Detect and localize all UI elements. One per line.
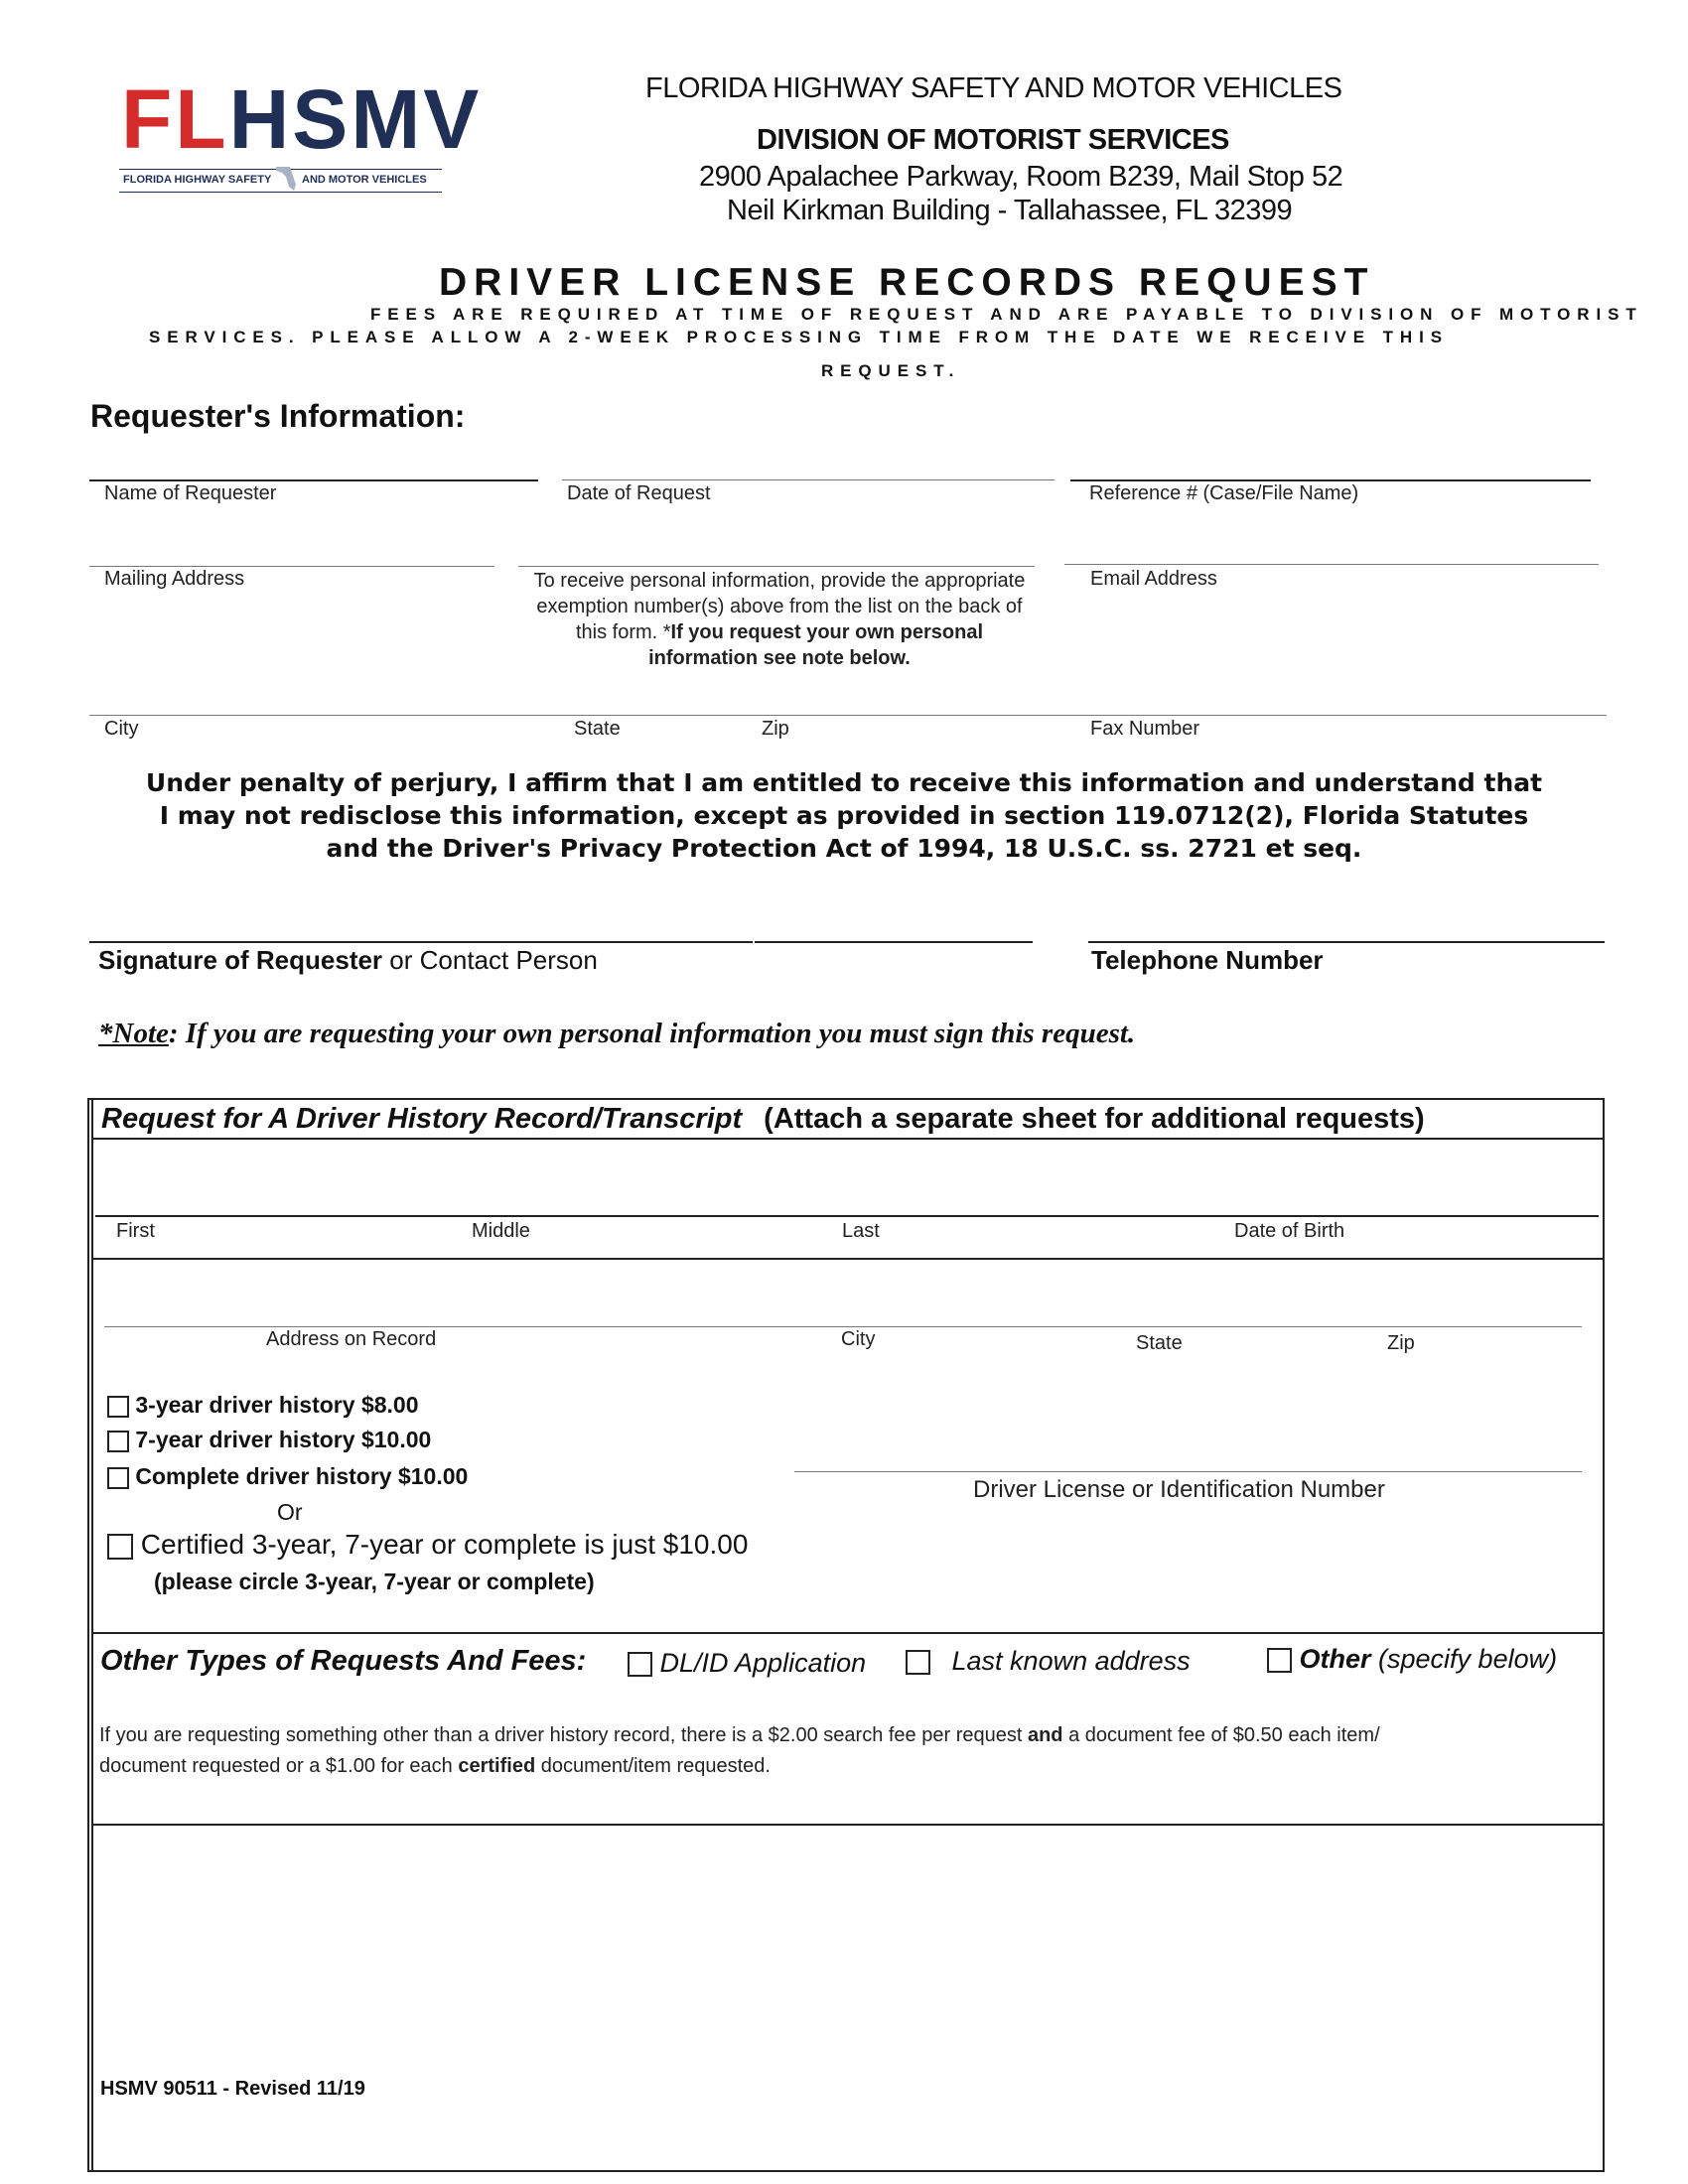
name-field-line[interactable]	[89, 479, 538, 481]
option-complete-label: Complete driver history $10.00	[135, 1463, 469, 1489]
fee-text-d: document/item requested.	[535, 1755, 771, 1777]
checkbox-other[interactable]	[1267, 1648, 1292, 1673]
exemption-field-line[interactable]	[518, 566, 1035, 567]
perjury-statement	[0, 766, 1688, 865]
address-record-field-line[interactable]	[104, 1326, 1582, 1327]
perjury-line3: and the Driver's Privacy Protection Act of 1994, 18 U.S.C. ss. 2721 et seq.	[326, 834, 1362, 863]
date-label: Date of Request	[567, 482, 711, 504]
logo-text-red: FL	[121, 72, 229, 166]
florida-map-icon	[276, 163, 298, 193]
fees-notice-line2: SERVICES. PLEASE ALLOW A 2-WEEK PROCESSING TIME FROM THE DATE WE RECEIVE THIS	[149, 328, 1449, 346]
perjury-line2: I may not redisclose this information, except as provided in section 119.0712(2), Florida Statutes	[159, 801, 1529, 830]
signature-extra-line[interactable]	[755, 941, 1033, 943]
history-zip-label: Zip	[1387, 1332, 1415, 1354]
mailing-label: Mailing Address	[104, 568, 245, 590]
agency-address-line2: Neil Kirkman Building - Tallahassee, FL 32399	[727, 195, 1293, 226]
option-7-year-label: 7-year driver history $10.00	[135, 1427, 432, 1452]
option-last-known-address[interactable]	[906, 1646, 1191, 1677]
checkbox-last-known-address[interactable]	[906, 1650, 930, 1675]
option-complete[interactable]	[107, 1463, 468, 1490]
first-label: First	[116, 1220, 155, 1242]
option-certified-label: Certified 3-year, 7-year or complete is just $10.00	[140, 1529, 749, 1560]
reference-field-line[interactable]	[1070, 479, 1591, 481]
note-text: : If you are requesting your own personal information you must sign this request.	[168, 1018, 1136, 1049]
exemption-note	[496, 568, 1062, 671]
fax-label: Fax Number	[1090, 718, 1200, 740]
exemption-note-line2: exemption number(s) above from the list on the back of	[536, 596, 1023, 617]
fee-text-certified: certified	[458, 1755, 536, 1777]
mailing-field-line[interactable]	[89, 566, 494, 567]
fee-text-c: document requested or a $1.00 for each	[99, 1755, 459, 1777]
other-fee-text	[99, 1720, 1380, 1782]
or-label: Or	[277, 1499, 303, 1525]
page-title: DRIVER LICENSE RECORDS REQUEST	[439, 261, 1375, 304]
name-label: Name of Requester	[104, 482, 277, 504]
signature-label-rest: or Contact Person	[382, 945, 598, 975]
own-info-note	[98, 1018, 1135, 1050]
signature-label-bold: Signature of Requester	[98, 945, 383, 975]
option-dl-id-application[interactable]	[628, 1648, 866, 1679]
logo-subtitle-left: FLORIDA HIGHWAY SAFETY	[123, 174, 272, 186]
dl-number-label: Driver License or Identification Number	[973, 1476, 1385, 1503]
telephone-field-line[interactable]	[1088, 941, 1605, 943]
agency-name: FLORIDA HIGHWAY SAFETY AND MOTOR VEHICLES	[645, 72, 1342, 104]
name-dob-field-line[interactable]	[95, 1215, 1599, 1217]
checkbox-dl-id-application[interactable]	[628, 1652, 652, 1677]
flhsmv-logo	[119, 72, 483, 197]
driver-history-heading	[101, 1103, 1425, 1136]
exemption-note-line3a: this form. *	[575, 621, 671, 643]
division-name: DIVISION OF MOTORIST SERVICES	[757, 124, 1229, 156]
option-dl-id-application-label: DL/ID Application	[659, 1648, 867, 1678]
option-last-known-address-label: Last known address	[951, 1646, 1191, 1676]
email-label: Email Address	[1090, 568, 1217, 590]
exemption-note-line1: To receive personal information, provide the appropriate	[533, 570, 1026, 592]
driver-history-heading-italic: Request for A Driver History Record/Transcript	[101, 1103, 743, 1135]
checkbox-complete[interactable]	[107, 1467, 129, 1489]
exemption-note-line3b: If you request your own personal	[670, 621, 984, 643]
address-record-label: Address on Record	[266, 1328, 437, 1350]
signature-label	[98, 945, 598, 976]
fee-text-a: If you are requesting something other than a driver history record, there is a $2.00 search fee per request	[99, 1724, 1028, 1746]
driver-history-heading-rest: (Attach a separate sheet for additional requests)	[764, 1103, 1425, 1135]
telephone-label: Telephone Number	[1091, 945, 1324, 975]
requester-heading: Requester's Information:	[90, 398, 466, 434]
fees-notice-line1: FEES ARE REQUIRED AT TIME OF REQUEST AND ARE PAYABLE TO DIVISION OF MOTORIST	[370, 305, 1643, 324]
email-field-line[interactable]	[1064, 564, 1599, 565]
option-other-label-rest: (specify below)	[1370, 1644, 1558, 1674]
exemption-note-line4: information see note below.	[648, 647, 911, 669]
history-state-label: State	[1136, 1332, 1183, 1354]
dl-number-field-line[interactable]	[794, 1471, 1582, 1472]
fees-notice-line3: REQUEST.	[821, 361, 961, 380]
signature-field-line[interactable]	[89, 941, 753, 943]
history-city-label: City	[841, 1328, 876, 1350]
option-3-year-label: 3-year driver history $8.00	[135, 1392, 419, 1418]
date-field-line[interactable]	[562, 479, 1055, 480]
checkbox-3-year[interactable]	[107, 1396, 129, 1418]
agency-address-line1: 2900 Apalachee Parkway, Room B239, Mail Stop 52	[699, 161, 1343, 193]
logo-text-navy: HSMV	[228, 72, 483, 166]
perjury-line1: Under penalty of perjury, I affirm that I am entitled to receive this information and understand that	[145, 768, 1543, 797]
city-state-zip-fax-line[interactable]	[89, 715, 1607, 716]
option-other[interactable]	[1267, 1644, 1557, 1675]
form-number: HSMV 90511 - Revised 11/19	[100, 2078, 365, 2100]
note-prefix: *Note	[98, 1018, 169, 1049]
city-label: City	[104, 718, 139, 740]
certified-note: (please circle 3-year, 7-year or complete)	[154, 1569, 595, 1594]
other-request-specify-area[interactable]	[95, 1829, 1597, 2166]
fee-text-and: and	[1027, 1724, 1063, 1746]
reference-label: Reference # (Case/File Name)	[1089, 482, 1359, 504]
checkbox-certified[interactable]	[107, 1534, 133, 1560]
zip-label: Zip	[762, 718, 789, 740]
option-7-year[interactable]	[107, 1427, 431, 1453]
logo-subtitle-right: AND MOTOR VEHICLES	[302, 174, 427, 186]
option-3-year[interactable]	[107, 1392, 419, 1419]
checkbox-7-year[interactable]	[107, 1431, 129, 1452]
last-label: Last	[842, 1220, 880, 1242]
state-label: State	[574, 718, 621, 740]
other-requests-heading: Other Types of Requests And Fees:	[100, 1645, 587, 1677]
option-certified[interactable]	[107, 1529, 748, 1561]
middle-label: Middle	[472, 1220, 530, 1242]
option-other-label-bold: Other	[1299, 1644, 1371, 1674]
dob-label: Date of Birth	[1234, 1220, 1345, 1242]
fee-text-b: a document fee of $0.50 each item/	[1062, 1724, 1380, 1746]
